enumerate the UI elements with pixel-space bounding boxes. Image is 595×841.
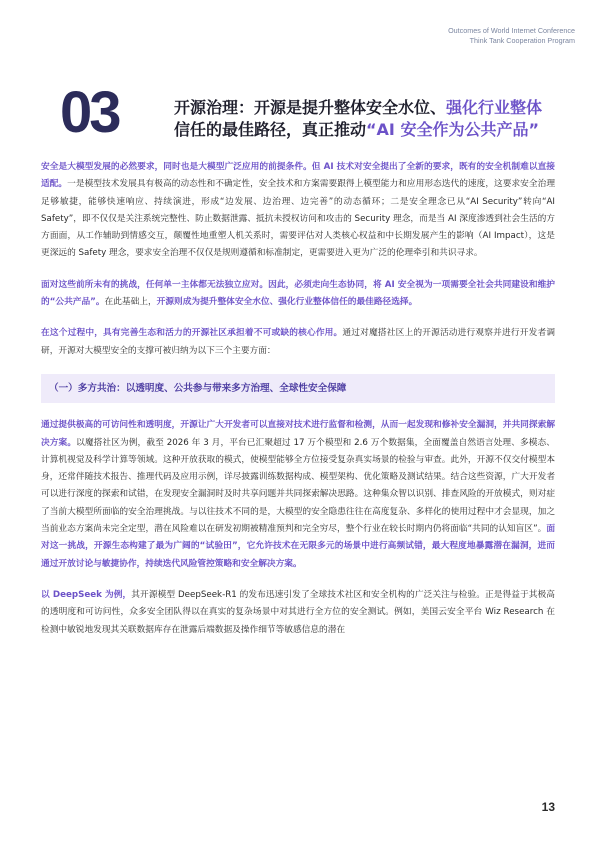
paragraph-3: [41, 325, 555, 360]
header-line-1: Outcomes of World Internet Conference: [448, 26, 575, 35]
running-header: [448, 26, 575, 46]
title-part-1: 开源治理：开源是提升整体安全水位、: [174, 98, 447, 117]
paragraph-4: [41, 417, 555, 573]
page-number: 13: [541, 800, 555, 814]
chapter-number: 03: [60, 80, 119, 145]
paragraph-5-text: 其开源模型 DeepSeek-R1 的发布迅速引发了全球技术社区和安全机构的广泛关注与检验。正是得益于其极高的透明度和可访问性，众多安全团队得以在真实的复杂场景中对其进行全方位的安全测试。例如，美国云安全平台 Wiz Research 在检测中敏锐地发现其关联数据库存在泄露后端数据及操作细节等敏感信息的潜在: [41, 589, 555, 635]
paragraph-1-bold: 安全是大模型发展的必然要求，同时也是大模型广泛应用的前提条件。但 AI 技术对安全提出了全新的要求，既有的安全机制难以直接适配。: [41, 162, 555, 190]
paragraph-5-bold: 以 DeepSeek 为例，: [41, 589, 132, 600]
paragraph-4-text: 以魔搭社区为例，截至 2026 年 3 月，平台已汇聚超过 17 万个模型和 2.6 万个数据集，全面覆盖自然语言处理、多模态、计算机视觉及科学计算等领域。这种开放获取的模式，使模型能够全方位接受复杂真实场景的检验与审查。此外，开源不仅交付模型本身，还常伴随技术报告、推理代码及应用示例，详尽披露训练数据构成、模型架构、优化策略及测试结果。结合这些资源，广大开发者可以进行深度的探索和试错，在发现安全漏洞时及时共享问题并共同探索解决思路。这种集众智以识别、排查风险的开放模式，则对症了当前大模型所面临的安全治理挑战。与以往技术不同的是，大模型的安全隐患往往在高度复杂、多样化的使用过程中才会显现，加之当前业态方案尚未完全定型，潜在风险难以在研发初期被精准预判和完全穷尽，整个行业在较长时期内仍将面临“共同的认知盲区”。: [41, 437, 555, 535]
header-line-2: Think Tank Cooperation Program: [469, 36, 575, 45]
title-part-4: “AI 安全作为公共产品”: [366, 120, 539, 139]
paragraph-5: [41, 587, 555, 639]
title-part-2: 强化行业整体: [446, 98, 543, 117]
section-heading: （一）多方共治：以透明度、公共参与带来多方治理、全球性安全保障: [41, 374, 555, 403]
paragraph-2-text: 在此基础上，: [104, 297, 157, 308]
paragraph-1: [41, 159, 555, 263]
paragraph-3-text: 通过对魔搭社区上的开源活动进行观察并进行开发者调研，开源对大模型安全的支撑可被归纳为以下三个主要方面：: [41, 328, 556, 356]
paragraph-2: [41, 277, 555, 312]
paragraph-1-text: 一是模型技术发展具有极高的动态性和不确定性，安全技术和方案需要跟得上模型能力和应用形态迭代的速度，这要求安全治理足够敏捷，能够快速响应、持续演进，形成“边发展、边治理、边完善”的动态循环；二是安全理念已从“AI Security”转向“AI Safety”，即不仅仅是关注系统完整性、防止数据泄露、抵抗未授权访问和攻击的 Security 理念，而是当 AI 深度渗透到社会生活的方方面面，从工作辅助到情感交互，颠覆性地重塑人机关系时，需要评估对人类核心权益和中长期发展产生的影响（AI Impact），这是更深远的 Safety 理念，要求安全治理不仅仅是规则遵循和标准制定，更需要进入更为广泛的伦理牵引和共识寻求。: [41, 179, 556, 259]
body-text: [41, 159, 555, 639]
paragraph-2-bold-2: 开源则成为提升整体安全水位、强化行业整体信任的最佳路径选择。: [156, 297, 418, 308]
paragraph-4-bold-1: 通过提供极高的可访问性和透明度，开源让广大开发者可以直接对技术进行监督和检测，从而一起发现和修补安全漏洞，并共同探索解决方案。: [41, 420, 555, 448]
paragraph-3-bold: 在这个过程中，具有完善生态和活力的开源社区承担着不可或缺的核心作用。: [41, 328, 343, 339]
paragraph-4-bold-2: 面对这一挑战，开源生态构建了最为广阔的“试验田”，它允许技术在无限多元的场景中进行高频试错，最大程度地暴露潜在漏洞，进而通过开放讨论与敏捷协作，持续迭代风险管控策略和安全解决方案。: [41, 524, 555, 569]
chapter-title: [174, 97, 554, 141]
paragraph-2-bold-1: 面对这些前所未有的挑战，任何单一主体都无法独立应对。因此，必须走向生态协同，将 AI 安全视为一项需要全社会共同建设和维护的“公共产品”。: [41, 279, 555, 308]
title-part-3: 信任的最佳路径，真正推动: [174, 120, 367, 139]
